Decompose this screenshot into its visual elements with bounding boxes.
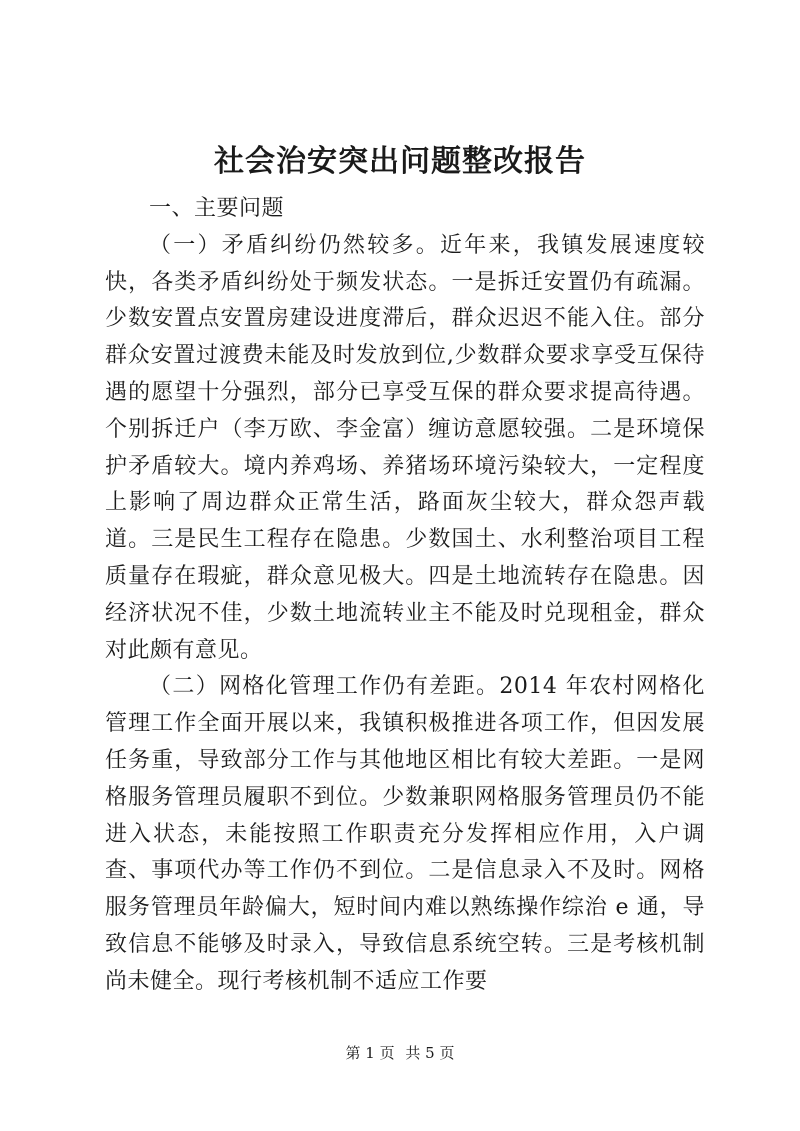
page-footer <box>0 1043 800 1063</box>
section-heading: 一、主要问题 <box>149 196 285 221</box>
document-body <box>105 191 705 1001</box>
paragraph-grid-management: （二）网格化管理工作仍有差距。2014 年农村网格化管理工作全面开展以来，我镇积极推进各项工作，但因发展任务重，导致部分工作与其他地区相比有较大差距。一是网格服务管理员履职不到位。少数兼职网格服务管理员仍不能进入状态，未能按照工作职责充分发挥相应作用，入户调查、事项代办等工作仍不到位。二是信息录入不及时。网格服务管理员年龄偏大，短时间内难以熟练操作综治 e 通，导致信息不能够及时录入，导致信息系统空转。三是考核机制尚未健全。现行考核机制不适应工作要 <box>105 674 705 994</box>
document-title: 社会治安突出问题整改报告 <box>214 144 586 179</box>
page-number: 第 1 页 <box>345 1044 395 1062</box>
page-total: 共 5 页 <box>405 1044 455 1062</box>
paragraph-conflicts: （一）矛盾纠纷仍然较多。近年来，我镇发展速度较快，各类矛盾纠纷处于频发状态。一是拆迁安置仍有疏漏。少数安置点安置房建设进度滞后，群众迟迟不能入住。部分群众安置过渡费未能及时发放到位,少数群众要求享受互保待遇的愿望十分强烈，部分已享受互保的群众要求提高待遇。个别拆迁户（李万欧、李金富）缠访意愿较强。二是环境保护矛盾较大。境内养鸡场、养猪场环境污染较大，一定程度上影响了周边群众正常生活，路面灰尘较大，群众怨声载道。三是民生工程存在隐患。少数国土、水利整治项目工程质量存在瑕疵，群众意见极大。四是土地流转存在隐患。因经济状况不佳，少数土地流转业主不能及时兑现租金，群众对此颇有意见。 <box>105 232 705 663</box>
